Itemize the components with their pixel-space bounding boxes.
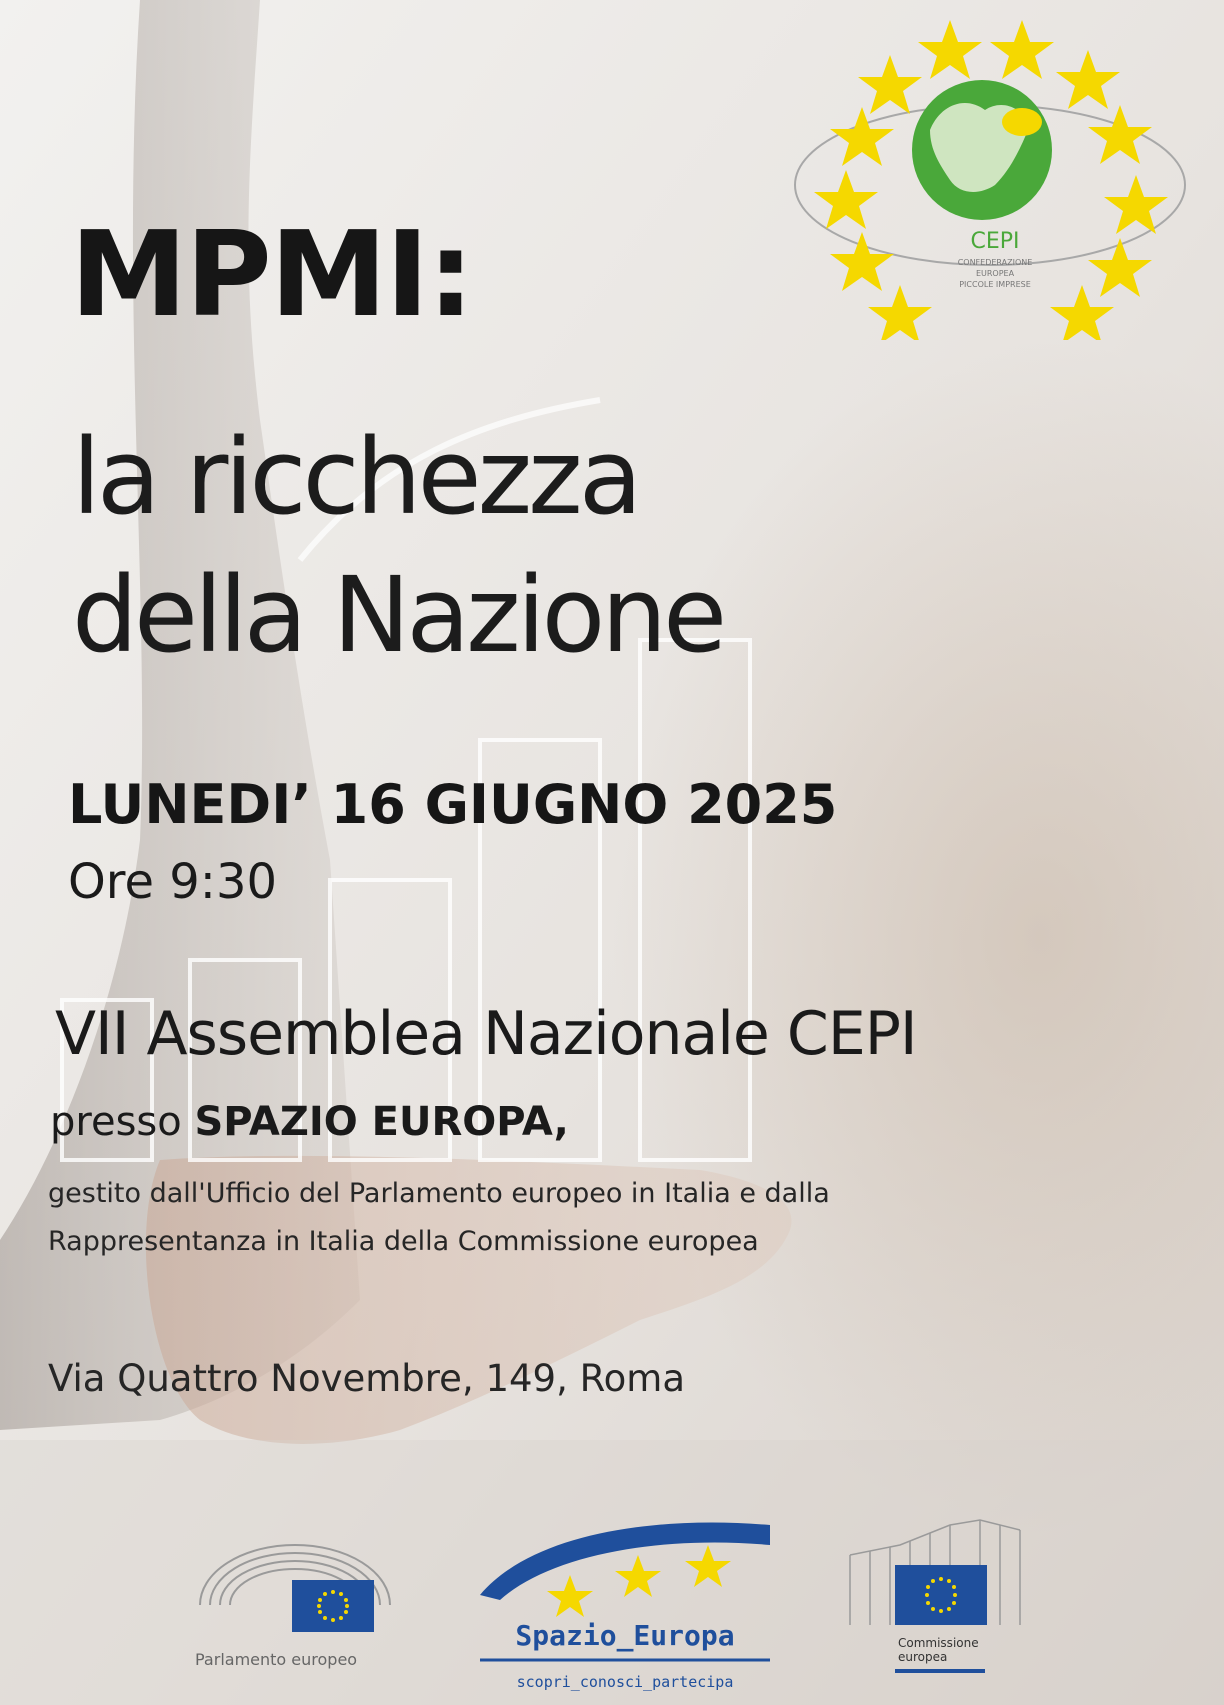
venue-prefix: presso — [50, 1099, 182, 1145]
cepi-subtitle-3: PICCOLE IMPRESE — [959, 280, 1031, 289]
cepi-subtitle-2: EUROPEA — [975, 269, 1015, 278]
spazio-europa-logo — [470, 1505, 780, 1700]
european-parliament-logo — [180, 1525, 430, 1685]
european-commission-logo — [840, 1515, 1080, 1690]
headline-mpmi: MPMI: — [70, 205, 473, 343]
event-date: LUNEDI’ 16 GIUGNO 2025 — [68, 773, 838, 836]
commission-label-1: Commissione — [898, 1636, 979, 1650]
spazio-europa-name: Spazio_Europa — [515, 1619, 735, 1652]
venue-name: SPAZIO EUROPA, — [194, 1099, 569, 1145]
headline-line-3: della Nazione — [72, 554, 724, 676]
headline-line-2: la ricchezza — [72, 416, 639, 538]
cepi-name: CEPI — [970, 229, 1020, 254]
eu-flag-icon — [895, 1565, 987, 1625]
parliament-label: Parlamento europeo — [195, 1650, 358, 1669]
cepi-subtitle-1: CONFEDERAZIONE — [957, 258, 1033, 267]
event-time: Ore 9:30 — [68, 854, 278, 910]
spazio-europa-tagline: scopri_conosci_partecipa — [516, 1673, 734, 1691]
venue — [50, 1099, 569, 1145]
venue-description — [48, 1170, 830, 1266]
commission-label-2: europea — [898, 1650, 948, 1664]
eu-flag-icon — [292, 1580, 374, 1632]
venue-description-line-1: gestito dall'Ufficio del Parlamento europeo in Italia e dalla — [48, 1178, 830, 1209]
venue-description-line-2: Rappresentanza in Italia della Commissione europea — [48, 1226, 759, 1257]
cepi-logo — [790, 10, 1190, 340]
event-name: VII Assemblea Nazionale CEPI — [55, 999, 917, 1069]
event-address: Via Quattro Novembre, 149, Roma — [48, 1357, 686, 1400]
